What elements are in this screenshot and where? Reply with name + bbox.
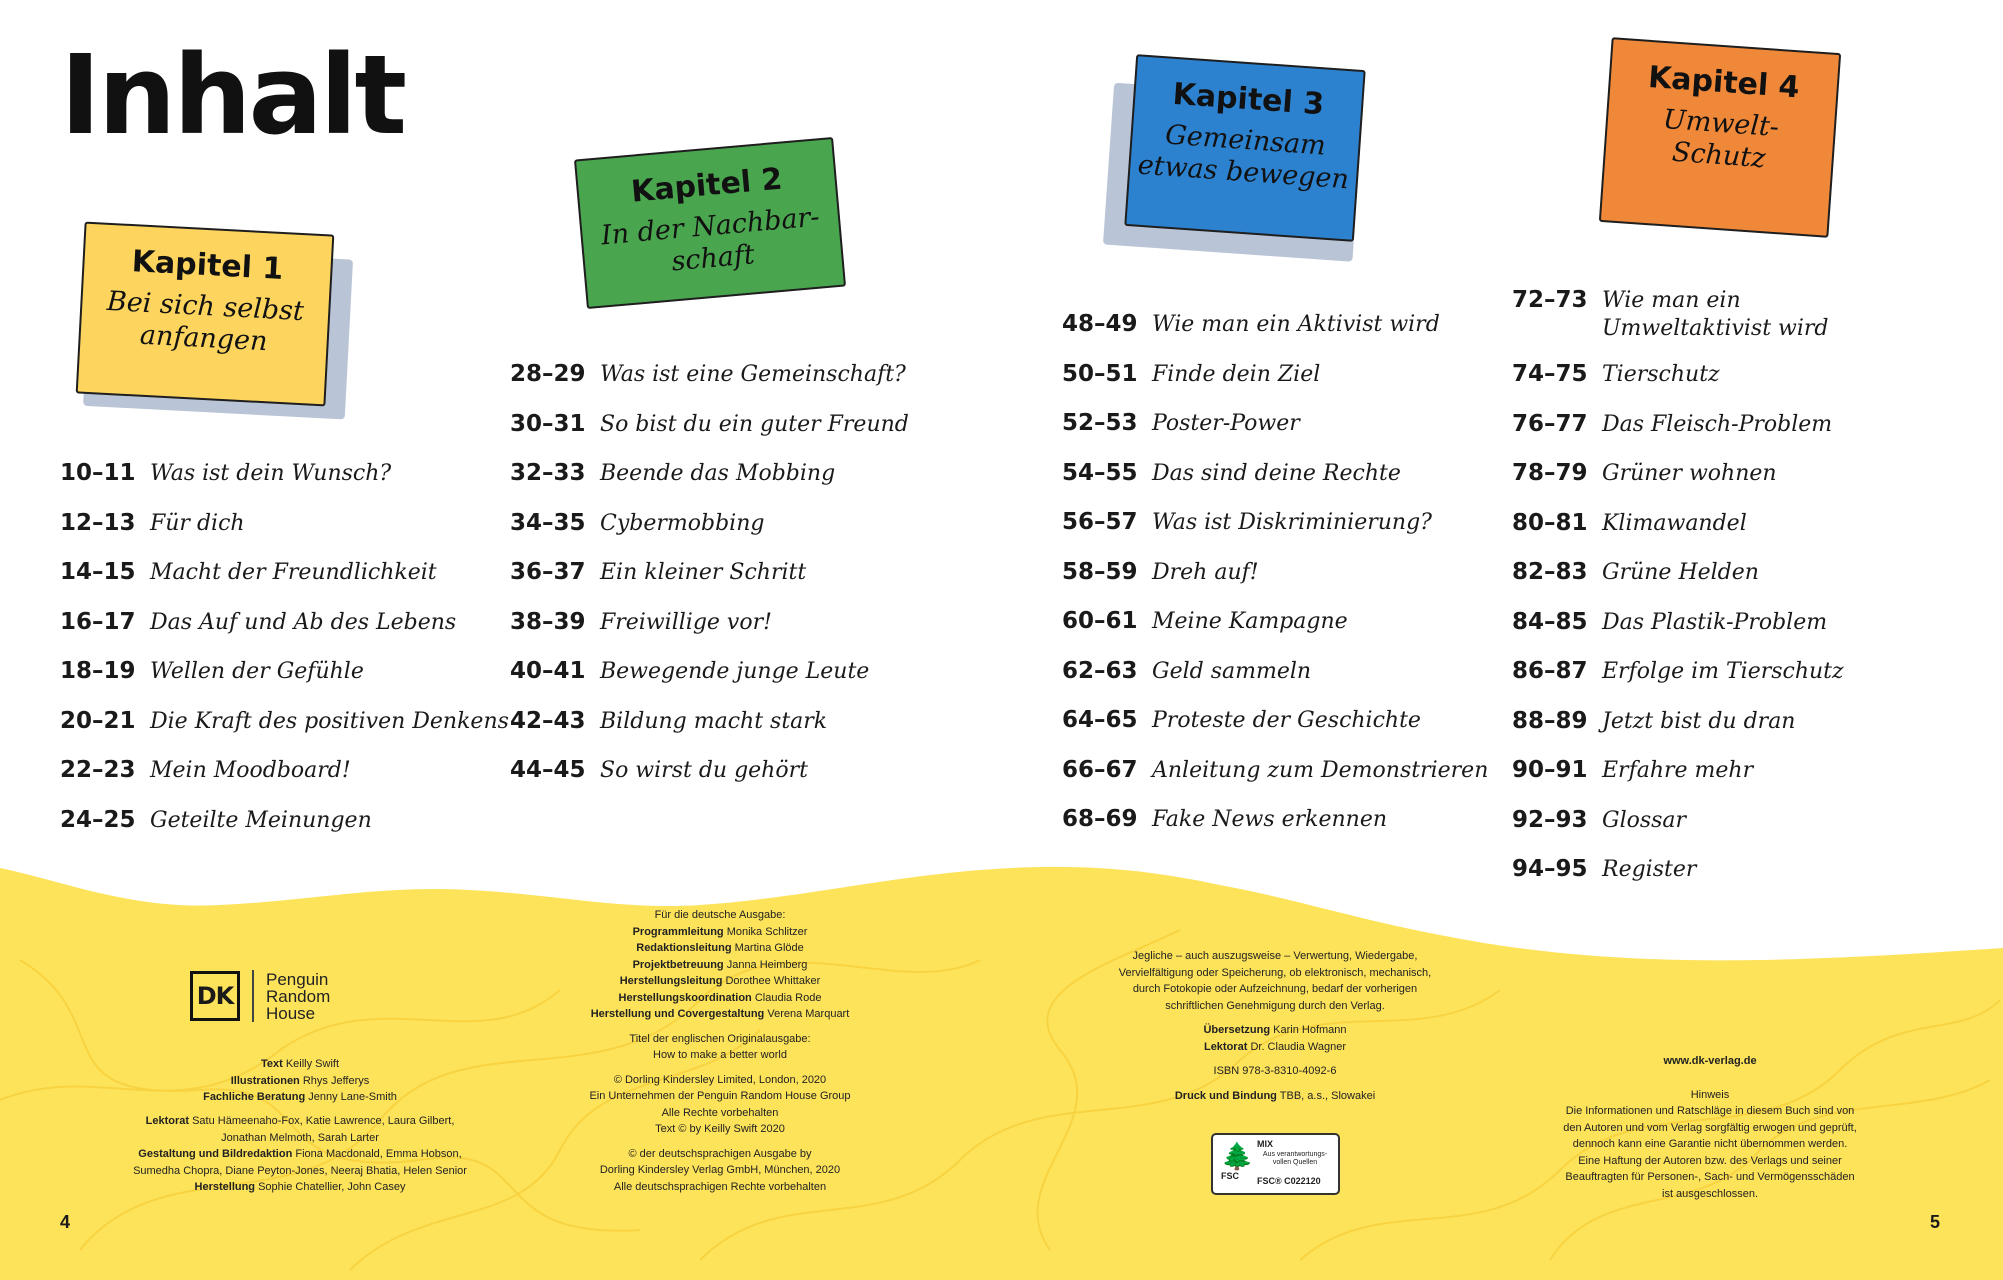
toc-entry[interactable] — [510, 658, 909, 708]
toc-title: Jetzt bist du dran — [1602, 708, 1796, 734]
chapter-2-label: Kapitel 2 — [629, 161, 784, 210]
publisher-logo — [190, 970, 330, 1022]
chapter-3-label: Kapitel 3 — [1171, 76, 1326, 123]
toc-pages: 36–37 — [510, 559, 586, 585]
toc-entry[interactable] — [1062, 410, 1488, 460]
toc-title: Poster-Power — [1152, 411, 1300, 436]
toc-pages: 10–11 — [60, 460, 136, 486]
toc-pages: 40–41 — [510, 658, 586, 684]
toc-entry[interactable] — [60, 510, 509, 560]
toc-entry[interactable] — [1062, 608, 1488, 658]
toc-title: Wie man ein Umweltaktivist wird — [1602, 288, 1829, 341]
credit-line: Programmleitung Monika Schlitzer — [632, 925, 808, 938]
toc-pages: 58–59 — [1062, 558, 1138, 585]
toc-title: Die Kraft des positiven Denkens — [150, 708, 509, 734]
toc-pages: 86–87 — [1512, 658, 1588, 684]
toc-column-chapter-1 — [60, 460, 509, 856]
credit-line: Jonathan Melmoth, Sarah Larter — [221, 1131, 379, 1144]
credit-line: Fachliche Beratung Jenny Lane-Smith — [203, 1091, 397, 1103]
chapter-3-note — [1124, 54, 1365, 242]
toc-pages: 78–79 — [1512, 460, 1588, 486]
toc-entry[interactable] — [1062, 757, 1488, 807]
toc-pages: 24–25 — [60, 806, 136, 833]
toc-title: Bewegende junge Leute — [600, 659, 870, 684]
toc-entry[interactable] — [1062, 311, 1488, 361]
toc-pages: 54–55 — [1062, 459, 1138, 486]
tree-icon: 🌲 — [1221, 1141, 1254, 1171]
credit-line: Druck und Bindung TBB, a.s., Slowakei — [1174, 1089, 1376, 1102]
toc-entry[interactable] — [510, 559, 909, 609]
credit-line: Übersetzung Karin Hofmann — [1203, 1024, 1347, 1036]
toc-title: Erfolge im Tierschutz — [1602, 659, 1844, 684]
toc-title: Dreh auf! — [1152, 559, 1259, 585]
toc-entry[interactable] — [1512, 807, 1844, 857]
toc-title: Anleitung zum Demonstrieren — [1152, 757, 1489, 783]
toc-pages: 16–17 — [60, 608, 136, 635]
toc-entry[interactable] — [510, 411, 909, 461]
toc-title: Was ist eine Gemeinschaft? — [600, 362, 906, 387]
toc-column-chapter-3 — [1062, 311, 1488, 856]
chapter-4-note — [1599, 37, 1841, 238]
toc-title: Erfahre mehr — [1602, 758, 1754, 783]
toc-title: So bist du ein guter Freund — [600, 411, 909, 437]
credit-line: Projektbetreuung Janna Heimberg — [632, 958, 808, 971]
page-title: Inhalt — [60, 31, 405, 159]
toc-title: Wellen der Gefühle — [150, 659, 364, 684]
toc-entry[interactable] — [60, 807, 509, 857]
credit-line: Lektorat Dr. Claudia Wagner — [1203, 1040, 1347, 1053]
toc-title: Das Auf und Ab des Lebens — [150, 609, 457, 635]
credit-line: Herstellung Sophie Chatellier, John Casey — [194, 1181, 406, 1193]
chapter-4-subtitle: Umwelt- Schutz — [1662, 104, 1780, 175]
dk-logo: DK — [190, 971, 240, 1021]
toc-entry[interactable] — [510, 708, 909, 758]
note-paper — [76, 222, 335, 407]
toc-pages: 48–49 — [1062, 311, 1138, 337]
toc-entry[interactable] — [1512, 757, 1844, 807]
note-paper — [574, 137, 846, 309]
toc-title: Proteste der Geschichte — [1152, 708, 1421, 733]
credit-line: Text Keilly Swift — [260, 1058, 340, 1070]
toc-title: Wie man ein Aktivist wird — [1152, 312, 1440, 337]
toc-pages: 38–39 — [510, 608, 586, 635]
toc-pages: 66–67 — [1062, 756, 1138, 783]
toc-title: Grüner wohnen — [1602, 461, 1777, 486]
credit-line: Redaktionsleitung Martina Glöde — [636, 942, 804, 954]
toc-pages: 30–31 — [510, 410, 586, 437]
toc-entry[interactable] — [60, 609, 509, 659]
toc-title: Geteilte Meinungen — [150, 807, 372, 833]
german-edition-credits: Für die deutsche Ausgabe: Programmleitung Monika Schlitzer Redaktionsleitung Martina Glöde Projektbetreuung Janna Heimberg Herstellungsleitung Dorothee Whittaker Herstellungskoordination Claudia Rode Herstellung und Covergestaltung Verena Marquart Titel der englischen Originalausgabe: How to make a better world © Dorling Kindersley Limited, London, 2020 Ein Unternehmen der Penguin Random House Group Alle Rechte vorbehalten Text © by Keilly Swift 2020 © der deutschsprachigen Ausgabe by Dorling Kindersley Verlag GmbH, München, 2020 Alle deutschsprachigen Rechte vorbehalten — [570, 907, 870, 1195]
toc-pages: 56–57 — [1062, 509, 1138, 535]
toc-title: Was ist dein Wunsch? — [150, 461, 392, 486]
note-paper — [1124, 54, 1365, 242]
toc-column-chapter-2 — [510, 361, 909, 807]
page-number-right: 5 — [1930, 1212, 1941, 1232]
toc-pages: 14–15 — [60, 559, 136, 585]
toc-pages: 22–23 — [60, 757, 136, 783]
toc-entry[interactable] — [510, 361, 909, 411]
toc-title: Cybermobbing — [600, 510, 765, 536]
page-number-left: 4 — [60, 1212, 71, 1232]
toc-column-chapter-4 — [1512, 287, 1844, 906]
penguin-random-house-logo: Penguin Random House — [266, 969, 331, 1023]
toc-pages: 94–95 — [1512, 856, 1588, 882]
toc-pages: 64–65 — [1062, 707, 1138, 733]
toc-pages: 18–19 — [60, 658, 136, 684]
toc-pages: 50–51 — [1062, 360, 1138, 387]
toc-entry[interactable] — [1512, 287, 1844, 361]
toc-title: Für dich — [150, 510, 245, 536]
credit-line: Illustrationen Rhys Jefferys — [230, 1074, 370, 1087]
toc-title: Finde dein Ziel — [1152, 361, 1321, 387]
toc-title: Freiwillige vor! — [600, 609, 772, 635]
toc-entry[interactable] — [1512, 411, 1844, 461]
toc-title: Das sind deine Rechte — [1152, 460, 1401, 486]
toc-title: Klimawandel — [1602, 510, 1747, 536]
toc-title: Ein kleiner Schritt — [600, 560, 807, 585]
toc-entry[interactable] — [1512, 658, 1844, 708]
toc-title: Das Plastik-Problem — [1602, 609, 1828, 635]
toc-title: Fake News erkennen — [1152, 807, 1388, 832]
toc-entry[interactable] — [1062, 460, 1488, 510]
credit-line: Herstellung und Covergestaltung Verena Marquart — [590, 1008, 850, 1020]
chapter-1-label: Kapitel 1 — [130, 244, 285, 288]
chapter-1-note — [76, 222, 335, 407]
toc-pages: 82–83 — [1512, 559, 1588, 585]
toc-entry[interactable] — [510, 460, 909, 510]
toc-entry[interactable] — [510, 757, 909, 807]
logo-divider — [252, 970, 254, 1022]
toc-title: Bildung macht stark — [600, 708, 828, 734]
toc-title: Macht der Freundlichkeit — [150, 560, 437, 585]
credit-line: Herstellungskoordination Claudia Rode — [618, 991, 822, 1004]
toc-title: Tierschutz — [1602, 362, 1720, 387]
toc-pages: 12–13 — [60, 509, 136, 536]
credit-line: Lektorat Satu Hämeenaho-Fox, Katie Lawrence, Laura Gilbert, — [145, 1115, 455, 1127]
toc-pages: 52–53 — [1062, 410, 1138, 436]
toc-entry[interactable] — [1062, 509, 1488, 559]
toc-entry[interactable] — [1512, 708, 1844, 758]
chapter-1-subtitle: Bei sich selbst anfangen — [106, 285, 305, 358]
toc-entry[interactable] — [1512, 559, 1844, 609]
toc-entry[interactable] — [1512, 856, 1844, 906]
toc-entry[interactable] — [60, 559, 509, 609]
credit-line: Herstellungsleitung Dorothee Whittaker — [619, 975, 821, 987]
toc-entry[interactable] — [1062, 806, 1488, 856]
toc-entry[interactable] — [510, 609, 909, 659]
toc-title: Das Fleisch-Problem — [1602, 411, 1833, 437]
toc-pages: 76–77 — [1512, 410, 1588, 437]
toc-entry[interactable] — [1062, 361, 1488, 411]
toc-pages: 20–21 — [60, 707, 136, 734]
toc-entry[interactable] — [1062, 559, 1488, 609]
toc-entry[interactable] — [1512, 510, 1844, 560]
toc-pages: 42–43 — [510, 707, 586, 734]
isbn: ISBN 978-3-8310-4092-6 — [1213, 1065, 1337, 1077]
toc-entry[interactable] — [1512, 361, 1844, 411]
credit-line: Gestaltung und Bildredaktion Fiona Macdonald, Emma Hobson, — [138, 1148, 462, 1160]
toc-pages: 90–91 — [1512, 757, 1588, 783]
credit-line: Sumedha Chopra, Diane Peyton-Jones, Neeraj Bhatia, Helen Senior — [133, 1164, 467, 1177]
toc-entry[interactable] — [510, 510, 909, 560]
toc-entry[interactable] — [60, 658, 509, 708]
toc-title: Glossar — [1602, 807, 1687, 833]
credits-main — [150, 1056, 450, 1106]
credits-team — [120, 1113, 480, 1196]
toc-entry[interactable] — [1062, 707, 1488, 757]
toc-entry[interactable] — [60, 708, 509, 758]
toc-entry[interactable] — [60, 460, 509, 510]
toc-entry[interactable] — [1062, 658, 1488, 708]
chapter-2-note — [574, 137, 846, 309]
chapter-3-subtitle: Gemeinsam etwas bewegen — [1136, 119, 1350, 196]
toc-pages: 62–63 — [1062, 657, 1138, 684]
toc-pages: 80–81 — [1512, 509, 1588, 536]
toc-title: So wirst du gehört — [600, 758, 808, 783]
toc-pages: 60–61 — [1062, 608, 1138, 634]
toc-entry[interactable] — [1512, 460, 1844, 510]
toc-entry[interactable] — [60, 757, 509, 807]
toc-title: Register — [1602, 857, 1697, 882]
chapter-4-label: Kapitel 4 — [1647, 59, 1801, 106]
rights-notice: Jegliche – auch auszugsweise – Verwertung, Wiedergabe, Vervielfältigung oder Speicherung, ob elektronisch, mechanisch, durch Fotokopie oder Aufzeichnung, bedarf der vorherigen schriftlichen Genehmigung durch den Verlag. Übersetzung Karin Hofmann Lektorat Dr. Claudia Wagner ISBN 978-3-8310-4092-6 Druck und Bindung TBB, a.s., Slowakei — [1110, 948, 1440, 1104]
fsc-logo: 🌲 FSC MIX Aus verantwortungs- vollen Quellen FSC® C022120 — [1211, 1133, 1340, 1195]
toc-pages: 84–85 — [1512, 608, 1588, 635]
toc-pages: 92–93 — [1512, 806, 1588, 833]
toc-entry[interactable] — [1512, 609, 1844, 659]
toc-title: Grüne Helden — [1602, 560, 1759, 585]
toc-title: Mein Moodboard! — [150, 758, 351, 783]
toc-pages: 74–75 — [1512, 361, 1588, 387]
toc-pages: 34–35 — [510, 509, 586, 536]
toc-pages: 68–69 — [1062, 806, 1138, 832]
toc-pages: 72–73 — [1512, 287, 1588, 313]
toc-pages: 32–33 — [510, 460, 586, 486]
disclaimer: www.dk-verlag.de Hinweis Die Informationen und Ratschläge in diesem Buch sind von den Autoren und vom Verlag sorgfältig erwogen und geprüft, dennoch kann eine Garantie nicht übernommen werden. Eine Haftung der Autoren bzw. des Verlags und seiner Beauftragten für Personen-, Sach- und Vermögensschäden ist ausgeschlossen. — [1540, 1053, 1880, 1202]
toc-pages: 28–29 — [510, 361, 586, 387]
toc-title: Was ist Diskriminierung? — [1152, 510, 1432, 535]
toc-pages: 44–45 — [510, 757, 586, 783]
toc-title: Meine Kampagne — [1152, 609, 1348, 634]
note-paper — [1599, 37, 1841, 238]
toc-pages: 88–89 — [1512, 707, 1588, 734]
toc-title: Beende das Mobbing — [600, 461, 836, 486]
website-link[interactable]: www.dk-verlag.de — [1663, 1055, 1757, 1067]
chapter-2-subtitle: In der Nachbar- schaft — [599, 201, 821, 278]
toc-title: Geld sammeln — [1152, 658, 1312, 684]
